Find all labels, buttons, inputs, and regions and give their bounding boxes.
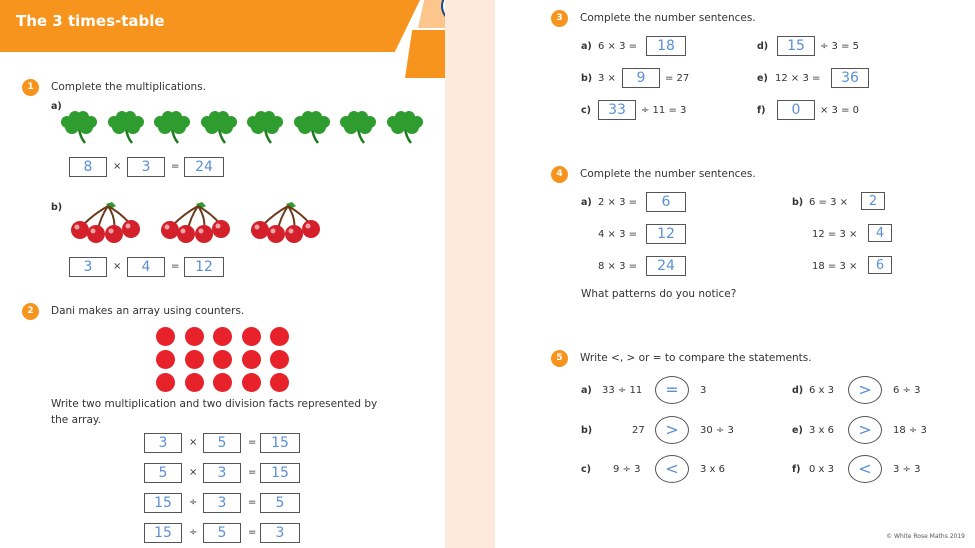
- right-page: [495, 0, 975, 548]
- q4a-row2-answer[interactable]: 12: [646, 224, 686, 244]
- q4b-row1-expression: 6 = 3 ×: [809, 197, 849, 208]
- shamrock-icon: [291, 110, 333, 148]
- fact-result[interactable]: 3: [260, 523, 300, 543]
- q4a-label: a): [581, 197, 592, 208]
- counter: [185, 373, 204, 392]
- q5e-label: e): [792, 425, 803, 436]
- q5c-right: 3 x 6: [700, 464, 725, 475]
- fact-operator: ×: [189, 467, 198, 478]
- q3d-answer[interactable]: 15: [777, 36, 815, 56]
- q5f-answer-circle[interactable]: <: [848, 455, 882, 483]
- q5d-right: 6 ÷ 3: [893, 385, 921, 396]
- shamrock-icon: [384, 110, 426, 148]
- counter: [185, 327, 204, 346]
- counter: [213, 350, 232, 369]
- q1a-answer-3[interactable]: 24: [184, 157, 224, 177]
- question-3-prompt: Complete the number sentences.: [580, 12, 756, 24]
- q1b-equals-sign: =: [171, 261, 180, 272]
- question-4-prompt: Complete the number sentences.: [580, 168, 756, 180]
- cherries-icon: [66, 200, 146, 250]
- counter: [156, 327, 175, 346]
- question-1-number: 1: [22, 79, 39, 96]
- q5a-answer-circle[interactable]: =: [655, 376, 689, 404]
- q5a-right: 3: [700, 385, 707, 396]
- q1a-equals-sign: =: [171, 161, 180, 172]
- fact-second-number[interactable]: 3: [203, 463, 241, 483]
- q3f-label: f): [757, 105, 766, 116]
- cherries-icon: [156, 200, 236, 250]
- q5c-left: 9 ÷ 3: [613, 464, 641, 475]
- fact-equals-sign: =: [248, 497, 257, 508]
- question-1-prompt: Complete the multiplications.: [51, 81, 206, 93]
- question-4-number: 4: [551, 166, 568, 183]
- shamrock-icon: [244, 110, 286, 148]
- q3a-label: a): [581, 41, 592, 52]
- q3b-expression-end: = 27: [665, 73, 690, 84]
- q4a-row3-answer[interactable]: 24: [646, 256, 686, 276]
- q3a-answer[interactable]: 18: [646, 36, 686, 56]
- q4b-row1-answer[interactable]: 2: [861, 192, 885, 210]
- question-5-number: 5: [551, 350, 568, 367]
- q3e-label: e): [757, 73, 768, 84]
- q3d-label: d): [757, 41, 769, 52]
- q5b-answer-circle[interactable]: >: [655, 416, 689, 444]
- fact-equals-sign: =: [248, 467, 257, 478]
- q3e-expression: 12 × 3 =: [775, 73, 821, 84]
- q1b-answer-2[interactable]: 4: [127, 257, 165, 277]
- q5e-answer-circle[interactable]: >: [848, 416, 882, 444]
- shamrock-icon: [198, 110, 240, 148]
- q4-patterns-question: What patterns do you notice?: [581, 288, 737, 300]
- question-2-instruction-1: Write two multiplication and two division facts represented by: [51, 398, 378, 410]
- fact-equals-sign: =: [248, 527, 257, 538]
- counter: [242, 350, 261, 369]
- counter: [270, 373, 289, 392]
- q1b-answer-3[interactable]: 12: [184, 257, 224, 277]
- fact-operator: ×: [189, 437, 198, 448]
- question-3-number: 3: [551, 10, 568, 27]
- q4b-row3-answer[interactable]: 6: [868, 256, 892, 274]
- fact-second-number[interactable]: 3: [203, 493, 241, 513]
- question-2-number: 2: [22, 303, 39, 320]
- q3c-answer[interactable]: 33: [598, 100, 636, 120]
- q3d-expression: ÷ 3 = 5: [820, 41, 860, 52]
- q5e-right: 18 ÷ 3: [893, 425, 927, 436]
- q3b-label: b): [581, 73, 593, 84]
- q5f-label: f): [792, 464, 801, 475]
- q5b-right: 30 ÷ 3: [700, 425, 734, 436]
- counter: [270, 350, 289, 369]
- q4a-row1-answer[interactable]: 6: [646, 192, 686, 212]
- q5a-label: a): [581, 385, 592, 396]
- counter: [185, 350, 204, 369]
- fact-first-number[interactable]: 3: [144, 433, 182, 453]
- shamrock-icon: [151, 110, 193, 148]
- fact-result[interactable]: 15: [260, 433, 300, 453]
- fact-result[interactable]: 15: [260, 463, 300, 483]
- q3c-expression: ÷ 11 = 3: [641, 105, 687, 116]
- question-5-prompt: Write <, > or = to compare the statements.: [580, 352, 812, 364]
- counter: [242, 327, 261, 346]
- q4b-row2-answer[interactable]: 4: [868, 224, 892, 242]
- counter: [242, 373, 261, 392]
- cherries-icon: [246, 200, 326, 250]
- page-gutter: [445, 0, 495, 548]
- fact-equals-sign: =: [248, 437, 257, 448]
- q5a-left: 33 ÷ 11: [602, 385, 643, 396]
- q5f-right: 3 ÷ 3: [893, 464, 921, 475]
- q5f-left: 0 x 3: [809, 464, 834, 475]
- shamrock-icon: [337, 110, 379, 148]
- q1a-answer-2[interactable]: 3: [127, 157, 165, 177]
- fact-operator: ÷: [189, 497, 198, 508]
- q3a-expression: 6 × 3 =: [598, 41, 638, 52]
- q5c-label: c): [581, 464, 591, 475]
- q4b-label: b): [792, 197, 804, 208]
- q4a-row2-expression: 4 × 3 =: [598, 229, 638, 240]
- q4a-row3-expression: 8 × 3 =: [598, 261, 638, 272]
- q3e-answer[interactable]: 36: [831, 68, 869, 88]
- shamrock-icon: [105, 110, 147, 148]
- q1a-label: a): [51, 101, 62, 112]
- question-2-prompt: Dani makes an array using counters.: [51, 305, 245, 317]
- q5d-label: d): [792, 385, 804, 396]
- fact-operator: ÷: [189, 527, 198, 538]
- q1a-answer-1[interactable]: 8: [69, 157, 107, 177]
- counter: [156, 373, 175, 392]
- fact-result[interactable]: 5: [260, 493, 300, 513]
- q1b-times-sign: ×: [113, 261, 122, 272]
- copyright-notice: © White Rose Maths 2019: [886, 533, 965, 540]
- counter: [213, 373, 232, 392]
- counter: [270, 327, 289, 346]
- q5d-answer-circle[interactable]: >: [848, 376, 882, 404]
- q4a-row1-expression: 2 × 3 =: [598, 197, 638, 208]
- q3b-expression-start: 3 ×: [598, 73, 616, 84]
- fact-second-number[interactable]: 5: [203, 433, 241, 453]
- q5b-label: b): [581, 425, 593, 436]
- q3c-label: c): [581, 105, 591, 116]
- q1b-label: b): [51, 202, 63, 213]
- q5e-left: 3 x 6: [809, 425, 834, 436]
- q1b-answer-1[interactable]: 3: [69, 257, 107, 277]
- counter: [156, 350, 175, 369]
- q5d-left: 6 x 3: [809, 385, 834, 396]
- counter: [213, 327, 232, 346]
- q1a-times-sign: ×: [113, 161, 122, 172]
- page-title: The 3 times-table: [16, 12, 165, 30]
- q5c-answer-circle[interactable]: <: [655, 455, 689, 483]
- fact-first-number[interactable]: 15: [144, 523, 182, 543]
- fact-first-number[interactable]: 5: [144, 463, 182, 483]
- q3f-answer[interactable]: 0: [777, 100, 815, 120]
- q3b-answer[interactable]: 9: [622, 68, 660, 88]
- q4b-row3-expression: 18 = 3 ×: [812, 261, 858, 272]
- q3f-expression: × 3 = 0: [820, 105, 860, 116]
- fact-first-number[interactable]: 15: [144, 493, 182, 513]
- q4b-row2-expression: 12 = 3 ×: [812, 229, 858, 240]
- fact-second-number[interactable]: 5: [203, 523, 241, 543]
- question-2-instruction-2: the array.: [51, 414, 101, 426]
- shamrock-icon: [58, 110, 100, 148]
- q5b-left: 27: [632, 425, 645, 436]
